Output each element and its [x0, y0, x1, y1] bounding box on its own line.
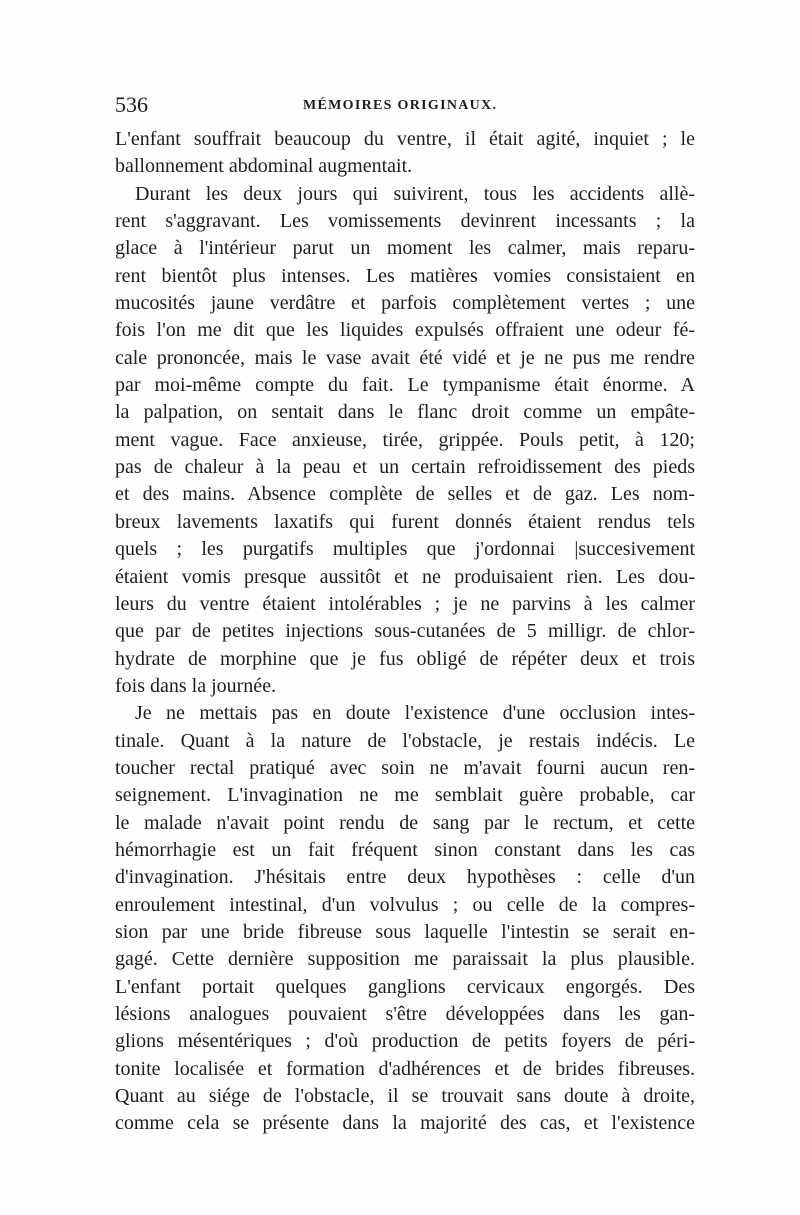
- text-line: par moi-même compte du fait. Le tympanisme était énorme. A: [115, 374, 695, 397]
- text-line: sion par une bride fibreuse sous laquelle l'intestin se serait en-: [115, 920, 695, 943]
- text-line: pas de chaleur à la peau et un certain refroidissement des pieds: [115, 456, 695, 479]
- text-line: d'invagination. J'hésitais entre deux hypothèses : celle d'un: [115, 866, 695, 889]
- text-line: fois l'on me dit que les liquides expulsés offraient une odeur fé-: [115, 319, 695, 342]
- text-line: rent s'aggravant. Les vomissements devinrent incessants ; la: [115, 210, 695, 233]
- running-head: MÉMOIRES ORIGINAUX.: [303, 98, 498, 113]
- text-line: glace à l'intérieur parut un moment les calmer, mais reparu-: [115, 237, 695, 260]
- text-line: mucosités jaune verdâtre et parfois complètement vertes ; une: [115, 292, 695, 315]
- text-line: toucher rectal pratiqué avec soin ne m'avait fourni aucun ren-: [115, 756, 695, 779]
- text-line: L'enfant portait quelques ganglions cervicaux engorgés. Des: [115, 975, 695, 998]
- text-line: fois dans la journée.: [115, 674, 277, 697]
- text-line: hémorrhagie est un fait fréquent sinon constant dans les cas: [115, 838, 695, 861]
- page-number: 536: [115, 92, 148, 117]
- text-line: la palpation, on sentait dans le flanc droit comme un empâte-: [115, 401, 695, 424]
- text-line: que par de petites injections sous-cutanées de 5 milligr. de chlor-: [115, 620, 695, 643]
- text-line: tinale. Quant à la nature de l'obstacle, je restais indécis. Le: [115, 729, 695, 752]
- text-line: gagé. Cette dernière supposition me paraissait la plus plausible.: [115, 948, 695, 971]
- text-line: quels ; les purgatifs multiples que j'ordonnai |succesivement: [115, 538, 695, 561]
- text-line: seignement. L'invagination ne me semblait guère probable, car: [115, 784, 695, 807]
- text-line: le malade n'avait point rendu de sang par le rectum, et cette: [115, 811, 695, 834]
- page-header: [115, 92, 700, 124]
- text-line: lésions analogues pouvaient s'être développées dans les gan-: [115, 1003, 695, 1025]
- text-line: Je ne mettais pas en doute l'existence d'une occlusion intes-: [135, 702, 695, 725]
- text-line: hydrate de morphine que je fus obligé de répéter deux et trois: [115, 647, 695, 670]
- body-text: [115, 126, 695, 1138]
- text-line: rent bientôt plus intenses. Les matières vomies consistaient en: [115, 264, 695, 287]
- text-line: enroulement intestinal, d'un volvulus ; ou celle de la compres-: [115, 893, 695, 916]
- text-line: cale prononcée, mais le vase avait été vidé et je ne pus me rendre: [115, 346, 695, 369]
- text-line: Quant au siége de l'obstacle, il se trouvait sans doute à droite,: [115, 1085, 695, 1108]
- text-line: ment vague. Face anxieuse, tirée, grippée. Pouls petit, à 120;: [115, 428, 695, 451]
- text-line: ballonnement abdominal augmentait.: [115, 155, 413, 178]
- text-line: leurs du ventre étaient intolérables ; je ne parvins à les calmer: [115, 592, 695, 615]
- text-line: et des mains. Absence complète de selles et de gaz. Les nom-: [115, 483, 695, 506]
- text-line: breux lavements laxatifs qui furent donnés étaient rendus tels: [115, 510, 695, 533]
- text-line: tonite localisée et formation d'adhérences et de brides fibreuses.: [115, 1057, 695, 1080]
- text-line: étaient vomis presque aussitôt et ne produisaient rien. Les dou-: [115, 565, 695, 588]
- text-line: Durant les deux jours qui suivirent, tous les accidents allè-: [135, 182, 695, 205]
- text-line: L'enfant souffrait beaucoup du ventre, il était agité, inquiet ; le: [115, 128, 695, 150]
- text-line: comme cela se présente dans la majorité des cas, et l'existence: [115, 1112, 695, 1135]
- text-line: glions mésentériques ; d'où production de petits foyers de péri-: [115, 1030, 695, 1053]
